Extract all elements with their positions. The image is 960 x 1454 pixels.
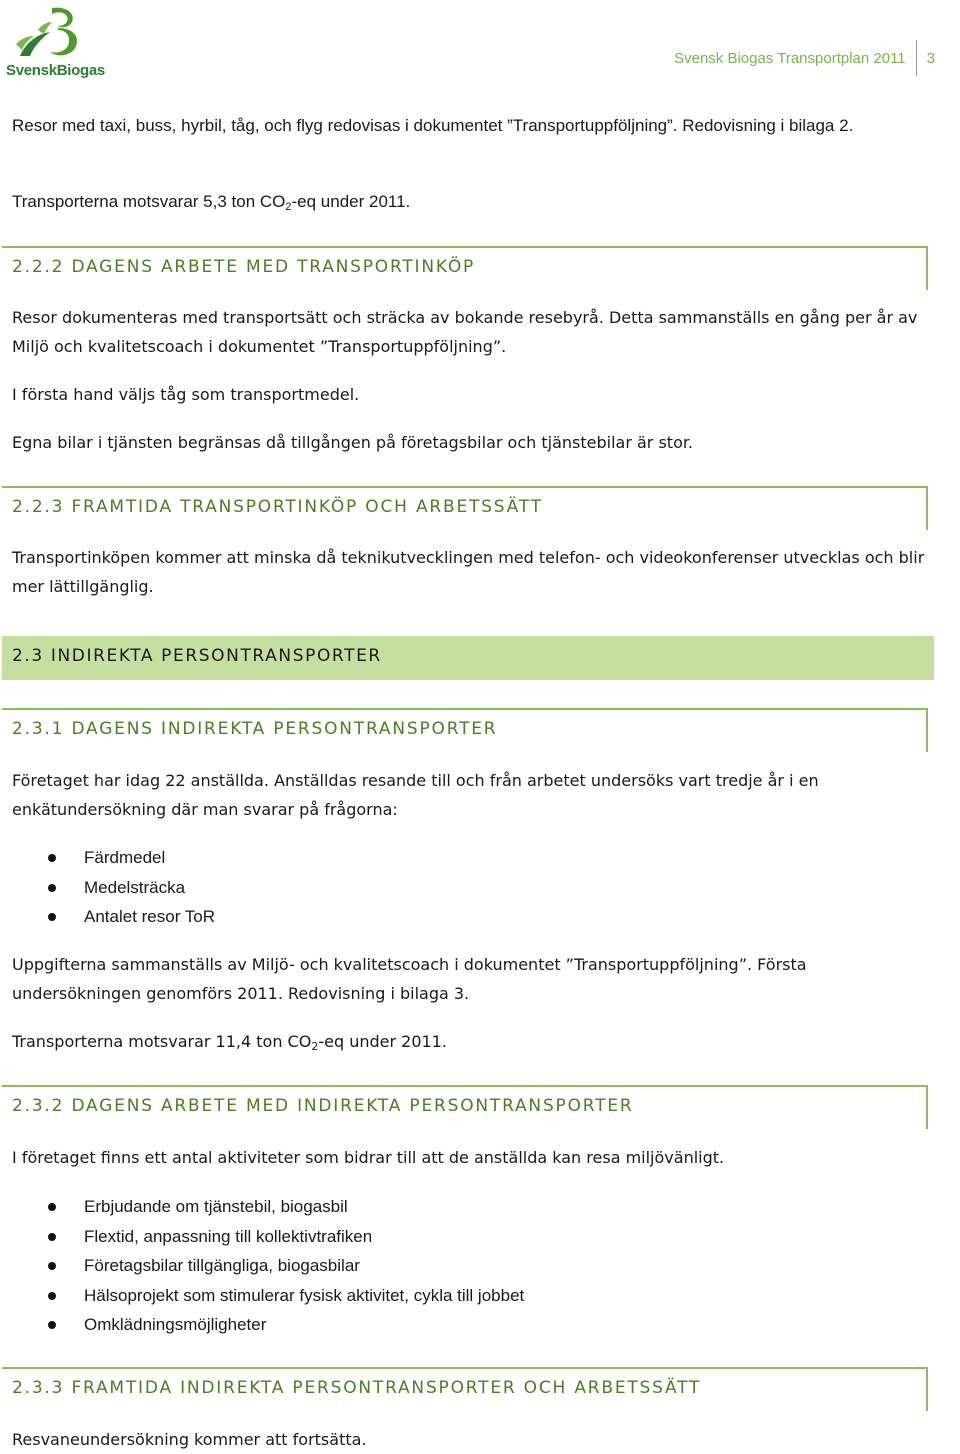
page-number: 3 — [926, 49, 935, 67]
activities-list — [0, 1192, 524, 1340]
heading-2-2-2-text: 2.2.2 DAGENS ARBETE MED TRANSPORTINKÖP — [12, 257, 476, 277]
co2-text-a: Transporterna motsvarar 5,3 ton CO — [12, 192, 286, 211]
co2-subscript-b: 2 — [311, 1040, 319, 1053]
paragraph-co2-2-3 — [12, 1027, 928, 1061]
list-item: Hälsoprojekt som stimulerar fysisk aktivitet, cykla till jobbet — [0, 1281, 524, 1311]
heading-2-2-2 — [2, 246, 928, 290]
co2-text-d: -eq under 2011. — [318, 1032, 447, 1051]
co2-subscript-a: 2 — [285, 201, 292, 213]
co2-text-c: Transporterna motsvarar 11,4 ton CO — [12, 1032, 312, 1051]
heading-2-2-3-text: 2.2.3 FRAMTIDA TRANSPORTINKÖP OCH ARBETSSÄTT — [12, 497, 543, 517]
survey-questions-list — [0, 843, 215, 932]
heading-2-2-3 — [2, 486, 928, 530]
heading-2-3-2-text: 2.3.2 DAGENS ARBETE MED INDIREKTA PERSONTRANSPORTER — [12, 1096, 634, 1116]
paragraph-train-first: I första hand väljs tåg som transportmedel. — [12, 385, 360, 404]
co2-text-b: -eq under 2011. — [291, 192, 411, 211]
logo-text: SvenskBiogas — [6, 62, 105, 79]
heading-2-3-text: 2.3 INDIREKTA PERSONTRANSPORTER — [12, 646, 382, 666]
page-header — [674, 40, 935, 76]
heading-2-3-3 — [2, 1367, 928, 1411]
heading-2-3-1 — [2, 708, 928, 752]
list-item: Flextid, anpassning till kollektivtrafiken — [0, 1222, 524, 1252]
paragraph-activities: I företaget finns ett antal aktiviteter som bidrar till att de anställda kan resa miljövänligt. — [12, 1148, 725, 1167]
document-title: Svensk Biogas Transportplan 2011 — [674, 49, 906, 67]
leaf-logo-icon — [6, 4, 106, 64]
paragraph-own-cars: Egna bilar i tjänsten begränsas då tillgången på företagsbilar och tjänstebilar är stor. — [12, 433, 694, 452]
paragraph-travel-report: Resor med taxi, buss, hyrbil, tåg, och flyg redovisas i dokumentet ”Transportuppföljning”. Redovisning i bilaga 2. — [12, 116, 854, 135]
list-item: Antalet resor ToR — [0, 902, 215, 932]
svensk-biogas-logo — [6, 4, 106, 80]
paragraph-compilation: Uppgifterna sammanställs av Miljö- och kvalitetscoach i dokumentet ”Transportuppföljning”. Första undersökningen genomförs 2011. Redovisning i bilaga 3. — [12, 955, 807, 1003]
list-item: Erbjudande om tjänstebil, biogasbil — [0, 1192, 524, 1222]
paragraph-documentation: Resor dokumenteras med transportsätt och sträcka av bokande resebyrå. Detta sammanställs en gång per år av Miljö och kvalitetscoach i dokumentet ”Transportuppföljning”. — [12, 308, 918, 356]
paragraph-future-purchases: Transportinköpen kommer att minska då teknikutvecklingen med telefon- och videokonferenser utvecklas och blir mer lättillgänglig. — [12, 548, 925, 596]
list-item: Medelsträcka — [0, 873, 215, 903]
heading-2-3-1-text: 2.3.1 DAGENS INDIREKTA PERSONTRANSPORTER — [12, 719, 498, 739]
paragraph-employees: Företaget har idag 22 anställda. Anställdas resande till och från arbetet undersöks vart tredje år i en enkätundersökning där man svarar på frågorna: — [12, 771, 819, 819]
paragraph-co2-2-2 — [12, 187, 928, 222]
heading-2-3-2 — [2, 1085, 928, 1129]
heading-2-3 — [2, 636, 934, 680]
list-item: Färdmedel — [0, 843, 215, 873]
paragraph-survey-continues: Resvaneundersökning kommer att fortsätta. — [12, 1430, 367, 1449]
list-item: Företagsbilar tillgängliga, biogasbilar — [0, 1251, 524, 1281]
heading-2-3-3-text: 2.3.3 FRAMTIDA INDIREKTA PERSONTRANSPORTER OCH ARBETSSÄTT — [12, 1378, 702, 1398]
header-divider — [916, 40, 917, 76]
list-item: Omklädningsmöjligheter — [0, 1310, 524, 1340]
